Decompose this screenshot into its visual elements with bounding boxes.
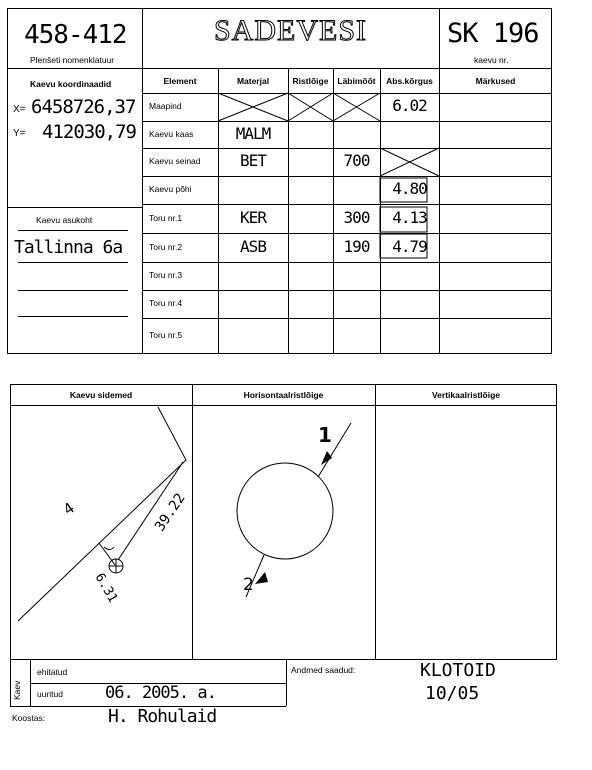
pipe-1-label: 1 <box>318 423 332 447</box>
well-circle <box>237 463 333 559</box>
table-cell-material: KER <box>240 207 266 227</box>
table-cell-abs: 4.80 <box>392 179 427 198</box>
table-cell-diameter: 190 <box>343 236 370 256</box>
table-header-cell: Element <box>163 76 197 86</box>
building-label: 4 <box>59 498 78 519</box>
x-prefix: X= <box>13 104 26 115</box>
y-prefix: Y= <box>13 128 26 139</box>
surveyed-label: uuritud <box>37 689 63 699</box>
table-header-cell: Märkused <box>475 76 516 86</box>
vertical-heading: Vertikaalristlõige <box>431 390 501 400</box>
map-code: 458-412 <box>24 20 127 50</box>
table-cell-material: ASB <box>240 236 266 256</box>
table-row-element: Kaevu seinad <box>149 156 201 166</box>
well-number-label: kaevu nr. <box>474 55 509 65</box>
table-row-element: Maapind <box>149 101 182 111</box>
table-cell-diameter: 700 <box>343 151 370 170</box>
compiled-label: Koostas: <box>12 713 46 723</box>
built-label: ehitatud <box>37 667 68 677</box>
surveyed-value: 06. 2005. a. <box>105 683 216 703</box>
compiled-value: H. Rohulaid <box>108 706 217 727</box>
footer-side-label: Kaev <box>12 680 22 700</box>
table-cell-material: BET <box>240 151 266 170</box>
location-value: Tallinna 6a <box>14 237 123 258</box>
ties-heading: Kaevu sidemed <box>69 390 133 400</box>
table-row-element: Toru nr.5 <box>149 329 183 340</box>
table-cell-abs: 6.02 <box>392 96 427 115</box>
table-cell-diameter: 300 <box>343 207 370 227</box>
distance-39-22: 39.22 <box>151 490 189 535</box>
y-coordinate: 412030,79 <box>42 121 136 143</box>
distance-6-31: 6.31 <box>91 570 121 606</box>
pipe-2-arrow <box>255 572 268 584</box>
table-row-element: Toru nr.1 <box>149 212 183 223</box>
table-row-element: Kaevu põhi <box>149 184 192 194</box>
page-title: SADEVESI <box>213 14 367 47</box>
horizontal-heading: Horisontaalristlõige <box>243 390 324 400</box>
coordinates-label: Kaevu koordinaadid <box>30 79 112 89</box>
table-row-element: Toru nr.4 <box>149 298 183 308</box>
x-coordinate: 6458726,37 <box>31 96 136 118</box>
well-number: SK 196 <box>447 18 539 49</box>
data-source-label: Andmed saadud: <box>291 665 356 675</box>
table-cell-abs: 4.13 <box>392 207 427 227</box>
table-row-element: Toru nr.2 <box>149 241 183 252</box>
table-header-cell: Abs.kõrgus <box>386 76 433 86</box>
table-cell-material: MALM <box>235 123 271 143</box>
footer-mid-rule <box>286 660 287 706</box>
footer-left-rule <box>10 660 11 706</box>
table-row-element: Kaevu kaas <box>149 128 194 139</box>
data-source-value: KLOTOID <box>420 660 496 681</box>
data-source-date: 10/05 <box>425 683 480 704</box>
table-row-element: Toru nr.3 <box>149 270 183 280</box>
table-header-cell: Läbimõõt <box>337 76 376 86</box>
pipe-2-label: 2 <box>243 575 254 595</box>
table-header-cell: Ristlõige <box>292 76 329 86</box>
location-label: Kaevu asukoht <box>36 215 93 225</box>
table-header-cell: Materjal <box>236 76 270 86</box>
table-cell-abs: 4.79 <box>392 236 427 256</box>
map-code-label: Plenšeti nomenklatuur <box>30 55 115 65</box>
